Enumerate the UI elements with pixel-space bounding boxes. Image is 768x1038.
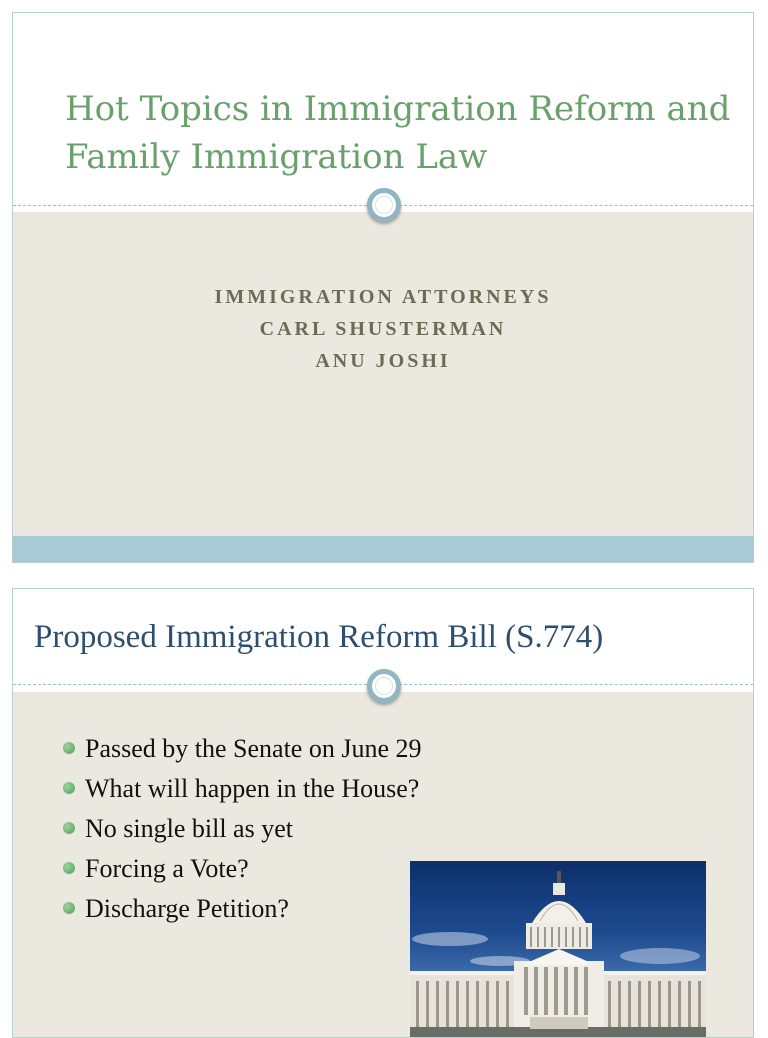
list-item: Forcing a Vote? bbox=[63, 849, 422, 889]
subtitle-line: CARL SHUSTERMAN bbox=[259, 318, 507, 340]
bullet-icon bbox=[63, 862, 75, 874]
divider-ring-icon bbox=[367, 669, 401, 703]
capitol-building-image bbox=[410, 861, 706, 1038]
list-item: Passed by the Senate on June 29 bbox=[63, 729, 422, 769]
footer-band bbox=[13, 536, 753, 562]
list-item: No single bill as yet bbox=[63, 809, 422, 849]
list-item: What will happen in the House? bbox=[63, 769, 422, 809]
bullet-icon bbox=[63, 822, 75, 834]
list-item: Discharge Petition? bbox=[63, 889, 422, 929]
subtitle-line: IMMIGRATION ATTORNEYS bbox=[214, 286, 552, 308]
title-area bbox=[13, 13, 753, 206]
bullet-icon bbox=[63, 782, 75, 794]
title-slide bbox=[12, 12, 754, 563]
divider-ring-icon bbox=[367, 188, 401, 222]
presenter-block bbox=[13, 281, 753, 377]
capitol-building-icon bbox=[410, 861, 706, 1038]
content-slide bbox=[12, 588, 754, 1038]
subtitle-area bbox=[13, 212, 753, 538]
bullet-icon bbox=[63, 742, 75, 754]
slide-title: Proposed Immigration Reform Bill (S.774) bbox=[34, 619, 604, 655]
subtitle-line: ANU JOSHI bbox=[315, 350, 451, 372]
bullet-list bbox=[63, 729, 422, 929]
bullet-icon bbox=[63, 902, 75, 914]
slide-title: Hot Topics in Immigration Reform and Family Immigration Law bbox=[65, 89, 731, 177]
